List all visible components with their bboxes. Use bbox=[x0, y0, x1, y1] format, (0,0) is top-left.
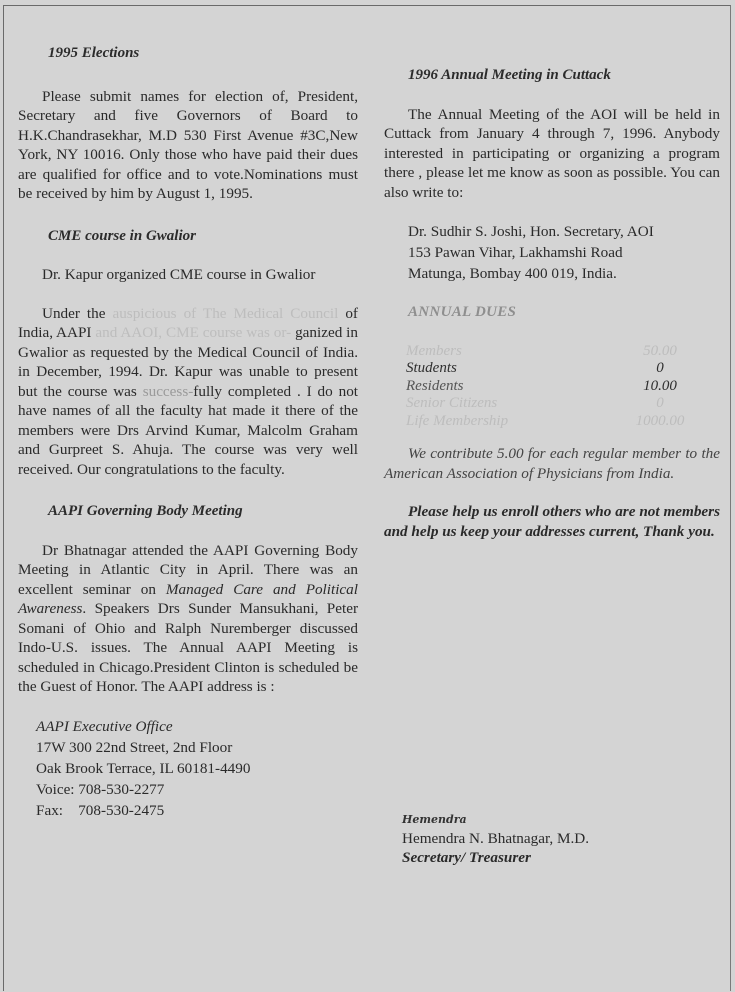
cme-body-faded: and AAOI, CME course was or- bbox=[95, 324, 292, 341]
cme-body bbox=[18, 304, 358, 480]
left-column bbox=[18, 44, 358, 821]
signer-title: Secretary/ Treasurer bbox=[402, 849, 531, 866]
aapi-address-line1: 17W 300 22nd Street, 2nd Floor bbox=[36, 738, 233, 756]
seminar-title: Managed Care and Political Awareness bbox=[18, 580, 358, 617]
elections-body: Please submit names for election of, President, Secretary and five Governors of Board to H.K.Chandrasekhar, M.D 530 First Avenue #3C,New York, NY 10016. Only those who have paid their dues are qualified for office and to vote.Nominations must be received by him by August 1, 1995. bbox=[18, 87, 358, 202]
dues-category: Senior Citizens bbox=[406, 395, 498, 411]
right-column bbox=[384, 66, 720, 541]
dues-row bbox=[406, 343, 690, 361]
dues-row bbox=[406, 395, 690, 413]
cme-body-text: of India, AAPI bbox=[18, 304, 358, 341]
aapi-heading: AAPI Governing Body Meeting bbox=[48, 503, 243, 519]
cme-heading: CME course in Gwalior bbox=[48, 227, 196, 244]
cme-body-text: ganized in Gwalior as requested by the Medical Council of India. in December, 1994. Dr. Kapur was unable to present but the course was bbox=[18, 324, 359, 400]
dues-category: Life Membership bbox=[406, 412, 509, 429]
annual-meeting-heading: 1996 Annual Meeting in Cuttack bbox=[408, 67, 611, 83]
dues-amount: 50.00 bbox=[643, 342, 677, 359]
aapi-body-text: . Speakers Drs Sunder Mansukhani, Peter Somani of Ohio and Ralph Nuremberger discussed Indo-U.S. issues. The Annual AAPI Meeting is scheduled in Chicago.President Clinton is scheduled be the Guest of Honor. The AAPI address is : bbox=[18, 600, 358, 695]
dues-category: Residents bbox=[406, 377, 464, 394]
contribution-note: We contribute 5.00 for each regular member to the American Association of Physicians from India. bbox=[384, 445, 720, 482]
aoi-address-line2: 153 Pawan Vihar, Lakhamshi Road bbox=[408, 244, 623, 261]
annual-meeting-body: The Annual Meeting of the AOI will be held in Cuttack from January 4 through 7, 1996. Anybody interested in participating or organizing a program there , please let me know as soon as possible. You can also write to: bbox=[384, 105, 720, 201]
aapi-body-text: Dr Bhatnagar attended the AAPI Governing Body Meeting in Atlantic City in April. There was an excellent seminar on bbox=[18, 541, 358, 598]
cme-body-text: Under the bbox=[42, 304, 113, 322]
cme-intro: Dr. Kapur organized CME course in Gwalior bbox=[42, 266, 316, 283]
signature-block bbox=[402, 810, 589, 867]
aoi-address-line3: Matunga, Bombay 400 019, India. bbox=[408, 265, 617, 282]
enroll-appeal: Please help us enroll others who are not members and help us keep your addresses current, Thank you. bbox=[384, 503, 720, 540]
cme-body-text: fully completed . I do not have names of all the faculty hat made it there of the members were Drs Arvind Kumar, Malcolm Graham and Gurpreet S. Ahuja. The course was very well received. Our congratulations to the faculty. bbox=[18, 382, 359, 478]
signer-name: Hemendra N. Bhatnagar, M.D. bbox=[402, 830, 590, 847]
dues-category: Members bbox=[406, 342, 462, 359]
aapi-office-name: AAPI Executive Office bbox=[36, 717, 173, 735]
aoi-address bbox=[408, 221, 720, 284]
aapi-body bbox=[18, 541, 358, 697]
cme-body-faded: success- bbox=[142, 382, 194, 400]
dues-row bbox=[406, 413, 690, 431]
cme-body-faded: auspicious of The Medical Council bbox=[112, 304, 339, 322]
dues-amount: 0 bbox=[656, 395, 664, 411]
aapi-address-line2: Oak Brook Terrace, IL 60181-4490 bbox=[36, 759, 251, 777]
dues-row bbox=[406, 378, 690, 396]
aapi-fax: Fax: 708-530-2475 bbox=[36, 801, 165, 819]
dues-amount: 1000.00 bbox=[635, 412, 685, 429]
dues-amount: 10.00 bbox=[643, 377, 677, 394]
dues-row bbox=[406, 360, 690, 378]
elections-heading: 1995 Elections bbox=[48, 45, 140, 61]
dues-category: Students bbox=[406, 360, 457, 376]
signature: Hemendra bbox=[402, 813, 467, 826]
dues-amount: 0 bbox=[656, 360, 664, 376]
aoi-address-line1: Dr. Sudhir S. Joshi, Hon. Secretary, AOI bbox=[408, 223, 654, 240]
dues-table bbox=[406, 343, 690, 431]
annual-dues-heading: ANNUAL DUES bbox=[408, 304, 517, 320]
aapi-address bbox=[36, 716, 358, 821]
aapi-voice: Voice: 708-530-2277 bbox=[36, 780, 165, 798]
